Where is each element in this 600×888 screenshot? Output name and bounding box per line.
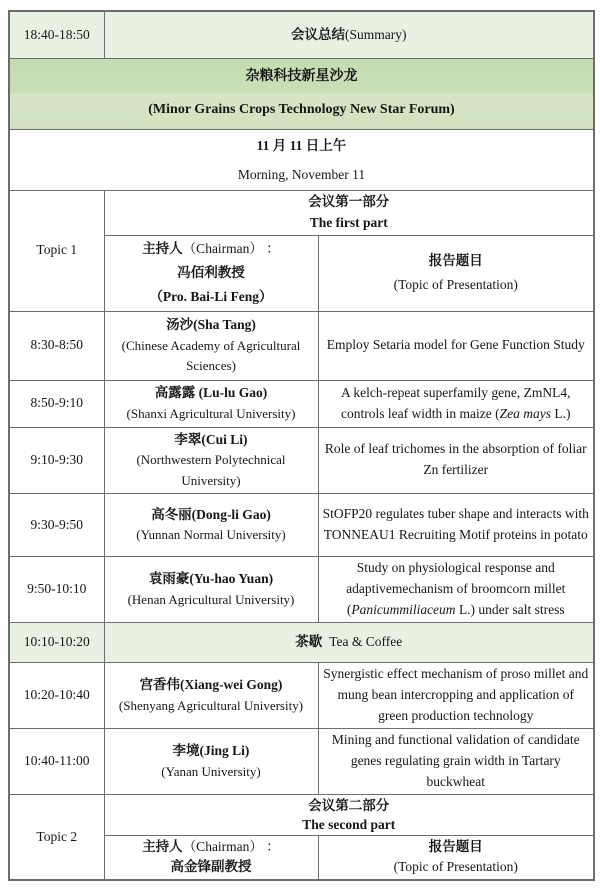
topic-text: Study on physiological response and adaptivemechanism of broomcorn millet ( (346, 559, 566, 617)
speaker-affiliation: (Yanan University) (161, 763, 261, 779)
tea-label-zh: 茶歇 (295, 634, 323, 650)
speaker-cell (104, 556, 318, 622)
session-time-cell (9, 427, 104, 493)
speaker-name: 李境(Jing Li) (172, 743, 250, 759)
forum-title-zh: 杂粮科技新星沙龙 (245, 69, 358, 85)
topic-text: Employ Setaria model for Gene Function Study (326, 337, 585, 353)
part2-chairman-cell (104, 836, 318, 880)
chairman-label (109, 837, 314, 857)
session-time: 10:10-10:20 (23, 634, 90, 650)
session-time: 8:50-9:10 (30, 395, 83, 411)
conference-schedule-table (8, 10, 595, 881)
topic-cell (318, 728, 594, 794)
chairman-label-rest: （Chairman） ： (182, 839, 280, 855)
session-time-cell (9, 728, 104, 794)
speaker-cell (104, 493, 318, 556)
speaker-cell (104, 380, 318, 427)
topic-text: Role of leaf trichomes in the absorption of foliar Zn fertilizer (324, 441, 587, 478)
part2-header-row (9, 794, 594, 835)
part2-presentation-header-cell (318, 836, 594, 880)
speaker-affiliation: (Henan Agricultural University) (127, 591, 295, 607)
topic-cell (318, 427, 594, 493)
session-time-cell (9, 556, 104, 622)
presentation-header-en: (Topic of Presentation) (393, 277, 518, 293)
speaker-name: 李翠(Cui Li) (174, 431, 248, 447)
topic-cell (318, 380, 594, 427)
topic-text-italic: Panicummiliaceum (351, 601, 456, 617)
topic1-label: Topic 1 (36, 242, 78, 258)
session-row (9, 380, 594, 427)
session-time-cell (9, 493, 104, 556)
topic-text: Synergistic effect mechanism of proso millet and mung bean intercropping and application of green production technology (323, 665, 589, 723)
speaker-affiliation: (Yunnan Normal University) (136, 527, 286, 543)
topic-cell (318, 662, 594, 728)
topic-cell (318, 311, 594, 380)
presentation-header-zh: 报告题目 (428, 252, 483, 268)
speaker-cell (104, 662, 318, 728)
session-row (9, 311, 594, 380)
forum-title-en: (Minor Grains Crops Technology New Star Forum) (148, 101, 455, 117)
summary-time-cell (9, 11, 104, 58)
tea-label-cell (104, 622, 594, 662)
topic-cell (318, 556, 594, 622)
chairman-name-en: （Pro. Bai-Li Feng） (149, 289, 273, 305)
topic-text: StOFP20 regulates tuber shape and interacts with TONNEAU1 Recruiting Motif proteins in potato (322, 505, 589, 542)
session-time: 9:10-9:30 (30, 452, 83, 467)
part2-header-cell (104, 794, 594, 835)
part2-header-en: The second part (302, 816, 396, 832)
speaker-affiliation: (Northwestern Polytechnical University) (136, 452, 286, 488)
chairman-label-rest: （Chairman） ： (182, 240, 280, 256)
date-row (9, 129, 594, 190)
topic-text-end: L.) under salt stress (455, 601, 565, 617)
session-row (9, 556, 594, 622)
tea-break-row (9, 622, 594, 662)
session-row (9, 662, 594, 728)
session-time: 10:40-11:00 (24, 753, 90, 769)
forum-title-row (9, 58, 594, 129)
speaker-affiliation: (Shenyang Agricultural University) (118, 697, 304, 713)
summary-title-zh: 会议总结 (291, 26, 345, 42)
speaker-affiliation: (Chinese Academy of Agricultural Sciences) (121, 337, 301, 374)
session-row (9, 493, 594, 556)
summary-title-cell (104, 11, 594, 58)
presentation-header-en: (Topic of Presentation) (393, 859, 518, 875)
part1-chairman-cell (104, 235, 318, 311)
session-time-cell (9, 311, 104, 380)
topic2-label: Topic 2 (36, 828, 78, 844)
chairman-label-zh: 主持人 (142, 240, 183, 256)
topic-cell (318, 493, 594, 556)
session-time-cell (9, 662, 104, 728)
part1-presentation-header-cell (318, 235, 594, 311)
part1-header-zh: 会议第一部分 (308, 194, 390, 210)
speaker-cell (104, 427, 318, 493)
chairman-label-zh: 主持人 (142, 839, 183, 855)
topic2-label-cell (9, 794, 104, 879)
session-time: 10:20-10:40 (23, 687, 90, 703)
presentation-header-zh: 报告题目 (428, 839, 483, 855)
topic-text: A kelch-repeat superfamily gene, ZmNL4, controls leaf width in maize ( (341, 384, 571, 421)
tea-time-cell (9, 622, 104, 662)
date-cell (9, 129, 594, 190)
part1-header-row (9, 190, 594, 235)
speaker-name: 高露露 (Lu-lu Gao) (154, 385, 268, 401)
chairman-name-zh: 高金锋副教授 (170, 859, 252, 875)
chairman-label (109, 237, 314, 261)
speaker-name: 汤沙(Sha Tang) (166, 316, 256, 332)
session-time: 9:30-9:50 (30, 516, 83, 532)
speaker-name: 袁雨豪(Yu-hao Yuan) (148, 571, 274, 587)
chairman-name-zh: 冯佰利教授 (177, 264, 245, 280)
session-time: 18:40-18:50 (23, 26, 90, 42)
session-time: 8:30-8:50 (30, 337, 83, 353)
summary-row (9, 11, 594, 58)
tea-label-en: Tea & Coffee (329, 634, 403, 650)
date-zh: 11 月 11 日上午 (256, 137, 347, 153)
speaker-name: 高冬丽(Dong-li Gao) (151, 506, 271, 522)
session-time-cell (9, 380, 104, 427)
speaker-name: 宫香伟(Xiang-wei Gong) (139, 677, 283, 693)
topic-text-italic: Zea mays (499, 405, 551, 421)
session-row (9, 728, 594, 794)
forum-title-cell (9, 58, 594, 129)
session-time: 9:50-10:10 (27, 581, 87, 597)
topic-text-end: L.) (550, 405, 571, 421)
part1-header-en: The first part (309, 214, 388, 230)
date-en: Morning, November 11 (237, 166, 366, 182)
speaker-cell (104, 728, 318, 794)
session-row (9, 427, 594, 493)
part2-header-zh: 会议第二部分 (308, 797, 390, 813)
part1-header-cell (104, 190, 594, 235)
topic1-label-cell (9, 190, 104, 311)
topic-text: Mining and functional validation of candidate genes regulating grain width in Tartary buckwheat (331, 731, 580, 789)
speaker-affiliation: (Shanxi Agricultural University) (126, 405, 296, 421)
summary-title-en: (Summary) (345, 26, 407, 42)
speaker-cell (104, 311, 318, 380)
